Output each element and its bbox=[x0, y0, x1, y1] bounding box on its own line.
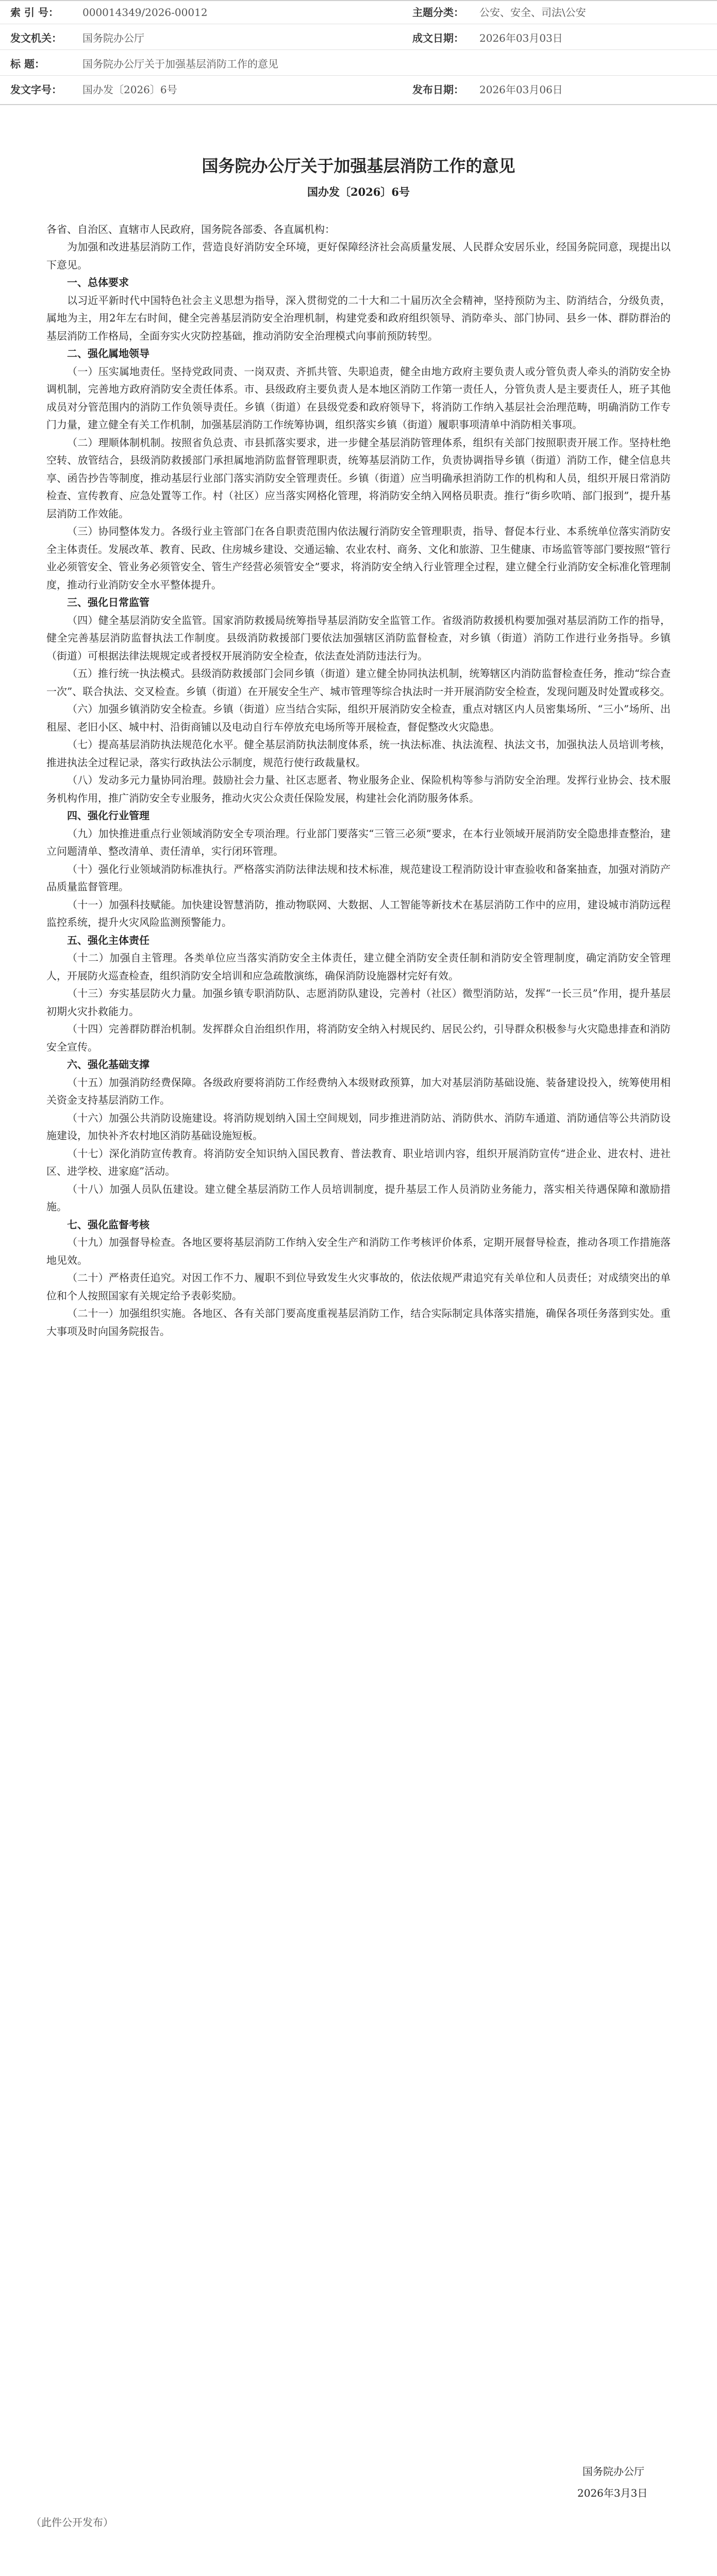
section-paragraph: （十一）加强科技赋能。加快建设智慧消防，推动物联网、大数据、人工智能等新技术在基层消防工作中的应用，建设城市消防远程监控系统，提升火灾风险监测预警能力。 bbox=[46, 898, 671, 928]
section-paragraph: （十六）加强公共消防设施建设。将消防规划纳入国土空间规划，同步推进消防站、消防供水、消防车通道、消防通信等公共消防设施建设，加快补齐农村地区消防基础设施短板。 bbox=[46, 1111, 671, 1142]
doc-number-label: 发文字号： bbox=[10, 83, 62, 96]
doc-title-value: 国务院办公厅关于加强基层消防工作的意见 bbox=[82, 58, 278, 70]
salutation: 各省、自治区、直辖市人民政府，国务院各部委、各直属机构： bbox=[46, 223, 335, 235]
metadata-row-issuer bbox=[0, 27, 717, 50]
issuer-value: 国务院办公厅 bbox=[82, 32, 144, 44]
section-paragraph: （十七）深化消防宣传教育。将消防安全知识纳入国民教育、普法教育、职业培训内容，组织开展消防宣传“进企业、进农村、进社区、进学校、进家庭”活动。 bbox=[46, 1147, 671, 1177]
section-heading: 七、强化监督考核 bbox=[67, 1218, 149, 1231]
metadata-row-docno bbox=[0, 78, 717, 101]
written-date-value: 2026年03月03日 bbox=[479, 32, 563, 44]
written-date-label: 成文日期： bbox=[412, 32, 464, 44]
section-heading: 二、强化属地领导 bbox=[67, 347, 149, 360]
metadata-row-index bbox=[0, 1, 717, 24]
section-paragraph: （五）推行统一执法模式。县级消防救援部门会同乡镇（街道）建立健全协同执法机制，统筹辖区内消防监督检查任务，推动“综合查一次”、联合执法、交叉检查。乡镇（街道）在开展安全生产、城市管理等综合执法时一并开展消防安全检查，发现问题及时处置或移交。 bbox=[46, 667, 671, 698]
section-paragraph: （十五）加强消防经费保障。各级政府要将消防工作经费纳入本级财政预算，加大对基层消防基础设施、装备建设投入，统筹使用相关资金支持基层消防工作。 bbox=[46, 1076, 671, 1106]
section-paragraph: 以习近平新时代中国特色社会主义思想为指导，深入贯彻党的二十大和二十届历次全会精神，坚持预防为主、防消结合，分级负责，属地为主，用2年左右时间，健全完善基层消防安全治理机制，构建党委和政府组织领导、消防牵头、部门协同、县乡一体、群防群治的基层消防工作格局，全面夯实火灾防控基础，推动消防安全治理模式向事前预防转型。 bbox=[46, 294, 671, 342]
section-paragraph: （四）健全基层消防安全监管。国家消防救援局统筹指导基层消防安全监管工作。省级消防救援机构要加强对基层消防工作的指导，健全完善基层消防监督执法工作制度。县级消防救援部门要依法加强辖区消防监督检查，对乡镇（街道）消防工作进行业务指导。乡镇（街道）可根据法律法规规定或者授权开展消防安全检查，依法查处消防违法行为。 bbox=[46, 614, 671, 662]
section-heading: 六、强化基础支撑 bbox=[67, 1058, 149, 1071]
section-paragraph: （十二）加强自主管理。各类单位应当落实消防安全主体责任，建立健全消防安全责任制和消防安全管理制度，确定消防安全管理人，开展防火巡查检查，组织消防安全培训和应急疏散演练，确保消防设施器材完好有效。 bbox=[46, 952, 671, 982]
section-paragraph: （十四）完善群防群治机制。发挥群众自治组织作用，将消防安全纳入村规民约、居民公约，引导群众积极参与火灾隐患排查和消防安全宣传。 bbox=[46, 1023, 671, 1053]
publish-date-label: 发布日期： bbox=[412, 83, 464, 96]
document-metadata-table bbox=[0, 0, 717, 105]
index-label: 索 引 号： bbox=[10, 6, 59, 19]
section-paragraph: （十）强化行业领域消防标准执行。严格落实消防法律法规和技术标准，规范建设工程消防设计审查验收和备案抽查，加强对消防产品质量监督管理。 bbox=[46, 862, 671, 893]
section-paragraph: （八）发动多元力量协同治理。鼓励社会力量、社区志愿者、物业服务企业、保险机构等参与消防安全治理。发挥行业协会、技术服务机构作用，推广消防安全专业服务，推动火灾公众责任保险发展，构建社会化消防服务体系。 bbox=[46, 774, 671, 804]
section-paragraph: （一）压实属地责任。坚持党政同责、一岗双责、齐抓共管、失职追责，健全由地方政府主要负责人或分管负责人牵头的消防安全协调机制，完善地方政府消防安全责任体系。市、县级政府主要负责人是本地区消防工作第一责任人，分管负责人是主要责任人，班子其他成员对分管范围内的消防工作负领导责任。乡镇（街道）在县级党委和政府领导下，将消防工作纳入基层社会治理范畴，明确消防工作专门力量，建立健全有关工作机制，加强基层消防工作统筹协调，组织落实乡镇（街道）履职事项清单中消防相关事项。 bbox=[46, 365, 671, 431]
section-heading: 四、强化行业管理 bbox=[67, 809, 149, 822]
sign-date: 2026年3月3日 bbox=[577, 2487, 648, 2499]
section-paragraph: （二十）严格责任追究。对因工作不力、履职不到位导致发生火灾事故的，依法依规严肃追究有关单位和人员责任；对成绩突出的单位和个人按照国家有关规定给予表彰奖励。 bbox=[46, 1272, 671, 1302]
section-paragraph: （三）协同整体发力。各级行业主管部门在各自职责范围内依法履行消防安全管理职责，指导、督促本行业、本系统单位落实消防安全主体责任。发展改革、教育、民政、住房城乡建设、交通运输、农业农村、商务、文化和旅游、卫生健康、市场监管等部门要按照“管行业必须管安全、管业务必须管安全、管生产经营必须管安全”要求，将消防安全纳入行业管理全过程，建立健全行业消防安全标准化管理制度，推动行业消防安全水平整体提升。 bbox=[46, 525, 671, 591]
section-heading: 一、总体要求 bbox=[67, 276, 129, 289]
section-paragraph: （六）加强乡镇消防安全检查。乡镇（街道）应当结合实际，组织开展消防安全检查，重点对辖区内人员密集场所、“三小”场所、出租屋、老旧小区、城中村、沿街商铺以及电动自行车停放充电场所等开展检查，督促整改火灾隐患。 bbox=[46, 703, 671, 733]
section-paragraph: （九）加快推进重点行业领域消防安全专项治理。行业部门要落实“三管三必须”要求，在本行业领域开展消防安全隐患排查整治，建立问题清单、整改清单、责任清单，实行闭环管理。 bbox=[46, 827, 671, 857]
publication-note: （此件公开发布） bbox=[31, 2516, 113, 2529]
document-sections bbox=[46, 274, 671, 1340]
section-paragraph: （十三）夯实基层防火力量。加强乡镇专职消防队、志愿消防队建设，完善村（社区）微型消防站，发挥“一长三员”作用，提升基层初期火灾扑救能力。 bbox=[46, 987, 671, 1018]
section-paragraph: （十九）加强督导检查。各地区要将基层消防工作纳入安全生产和消防工作考核评价体系，定期开展督导检查，推动各项工作措施落地见效。 bbox=[46, 1236, 671, 1266]
signature: 国务院办公厅 bbox=[582, 2465, 644, 2478]
intro-paragraph: 为加强和改进基层消防工作，营造良好消防安全环境，更好保障经济社会高质量发展、人民群众安居乐业，经国务院同意，现提出以下意见。 bbox=[46, 241, 671, 271]
section-paragraph: （七）提高基层消防执法规范化水平。健全基层消防执法制度体系，统一执法标准、执法流程、执法文书，加强执法人员培训考核，推进执法全过程记录，落实行政执法公示制度，规范行使行政裁量权。 bbox=[46, 738, 671, 769]
metadata-row-title bbox=[0, 53, 717, 76]
doc-number-value: 国办发〔2026〕6号 bbox=[82, 83, 177, 96]
section-paragraph: （二十一）加强组织实施。各地区、各有关部门要高度重视基层消防工作，结合实际制定具体落实措施，确保各项任务落到实处。重大事项及时向国务院报告。 bbox=[46, 1307, 671, 1337]
issuer-label: 发文机关： bbox=[10, 32, 62, 44]
index-value: 000014349/2026-00012 bbox=[82, 6, 208, 19]
category-value: 公安、安全、司法\公安 bbox=[479, 6, 586, 19]
category-label: 主题分类： bbox=[412, 6, 464, 19]
document-body bbox=[46, 155, 671, 1340]
doc-title-label: 标 题： bbox=[10, 58, 45, 70]
section-heading: 五、强化主体责任 bbox=[67, 934, 149, 946]
document-number: 国办发〔2026〕6号 bbox=[307, 185, 410, 198]
section-paragraph: （二）理顺体制机制。按照省负总责、市县抓落实要求，进一步健全基层消防管理体系，组织有关部门按照职责开展工作。坚持杜绝空转、放管结合，县级消防救援部门承担属地消防监督管理职责，统筹基层消防工作，负责协调指导乡镇（街道）消防工作，健全信息共享、函告抄告等制度，推动基层行业部门落实消防安全管理责任。乡镇（街道）应当明确承担消防工作的机构和人员，组织开展日常消防检查、宣传教育、应急处置等工作。村（社区）应当落实网格化管理，将消防安全纳入网格员职责。推行“街乡吹哨、部门报到”，提升基层消防工作效能。 bbox=[46, 436, 671, 520]
section-heading: 三、强化日常监管 bbox=[67, 596, 149, 608]
section-paragraph: （十八）加强人员队伍建设。建立健全基层消防工作人员培训制度，提升基层工作人员消防业务能力，落实相关待遇保障和激励措施。 bbox=[46, 1182, 671, 1213]
publish-date-value: 2026年03月06日 bbox=[479, 83, 563, 96]
document-title: 国务院办公厅关于加强基层消防工作的意见 bbox=[202, 156, 515, 176]
